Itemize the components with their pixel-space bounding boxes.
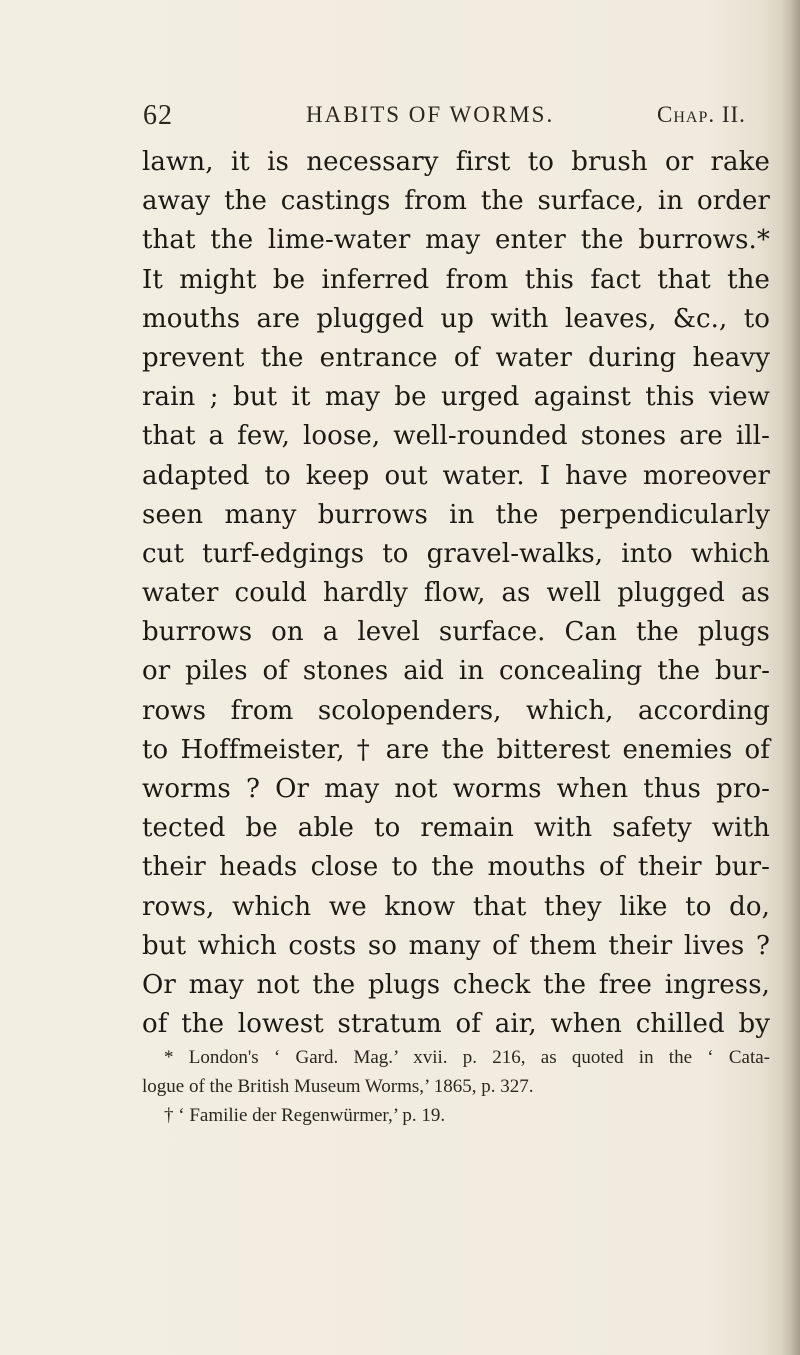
text-line: their heads close to the mouths of their bur- <box>142 852 770 883</box>
footnotes <box>142 1043 770 1130</box>
text-line: Or may not the plugs check the free ingress, <box>142 969 770 1000</box>
text-line: mouths are plugged up with leaves, &c., to <box>142 303 770 334</box>
text-line: or piles of stones aid in concealing the bur- <box>142 656 770 687</box>
text-line: to Hoffmeister, † are the bitterest enemies of <box>142 734 770 765</box>
page-edge-shadow <box>782 0 800 1355</box>
text-line: rain ; but it may be urged against this view <box>142 382 770 413</box>
text-line: seen many burrows in the perpendicularly <box>142 499 770 530</box>
running-title: HABITS OF WORMS. <box>306 102 555 127</box>
footnote-2: † ‘ Familie der Regenwürmer,’ p. 19. <box>164 1105 446 1126</box>
body-text <box>142 143 770 1044</box>
text-line: rows, which we know that they like to do, <box>142 891 770 922</box>
text-line: that the lime-water may enter the burrows.* <box>142 225 770 256</box>
text-line: that a few, loose, well-rounded stones are ill- <box>142 421 770 452</box>
text-line: water could hardly flow, as well plugged as <box>142 578 770 609</box>
page-header <box>143 100 763 136</box>
text-line: burrows on a level surface. Can the plugs <box>142 617 770 648</box>
footnote-1-line-1: * London's ‘ Gard. Mag.’ xvii. p. 216, as quoted in the ‘ Cata- <box>164 1047 770 1068</box>
text-line: lawn, it is necessary first to brush or rake <box>142 147 770 177</box>
page-number: 62 <box>143 100 173 131</box>
text-line: It might be inferred from this fact that the <box>142 264 770 295</box>
chapter-label: Chap. II. <box>657 102 746 127</box>
text-line: adapted to keep out water. I have moreover <box>142 460 770 491</box>
footnote-1-line-2: logue of the British Museum Worms,’ 1865, p. 327. <box>142 1076 534 1097</box>
text-line: rows from scolopenders, which, according <box>142 695 770 726</box>
text-line: prevent the entrance of water during heavy <box>142 342 770 373</box>
text-line: away the castings from the surface, in order <box>142 186 770 217</box>
text-line: but which costs so many of them their lives ? <box>142 930 770 961</box>
text-line: cut turf-edgings to gravel-walks, into which <box>142 538 770 569</box>
text-line: tected be able to remain with safety with <box>142 813 770 844</box>
text-line: worms ? Or may not worms when thus pro- <box>142 774 770 804</box>
text-line: of the lowest stratum of air, when chilled by <box>142 1009 770 1040</box>
